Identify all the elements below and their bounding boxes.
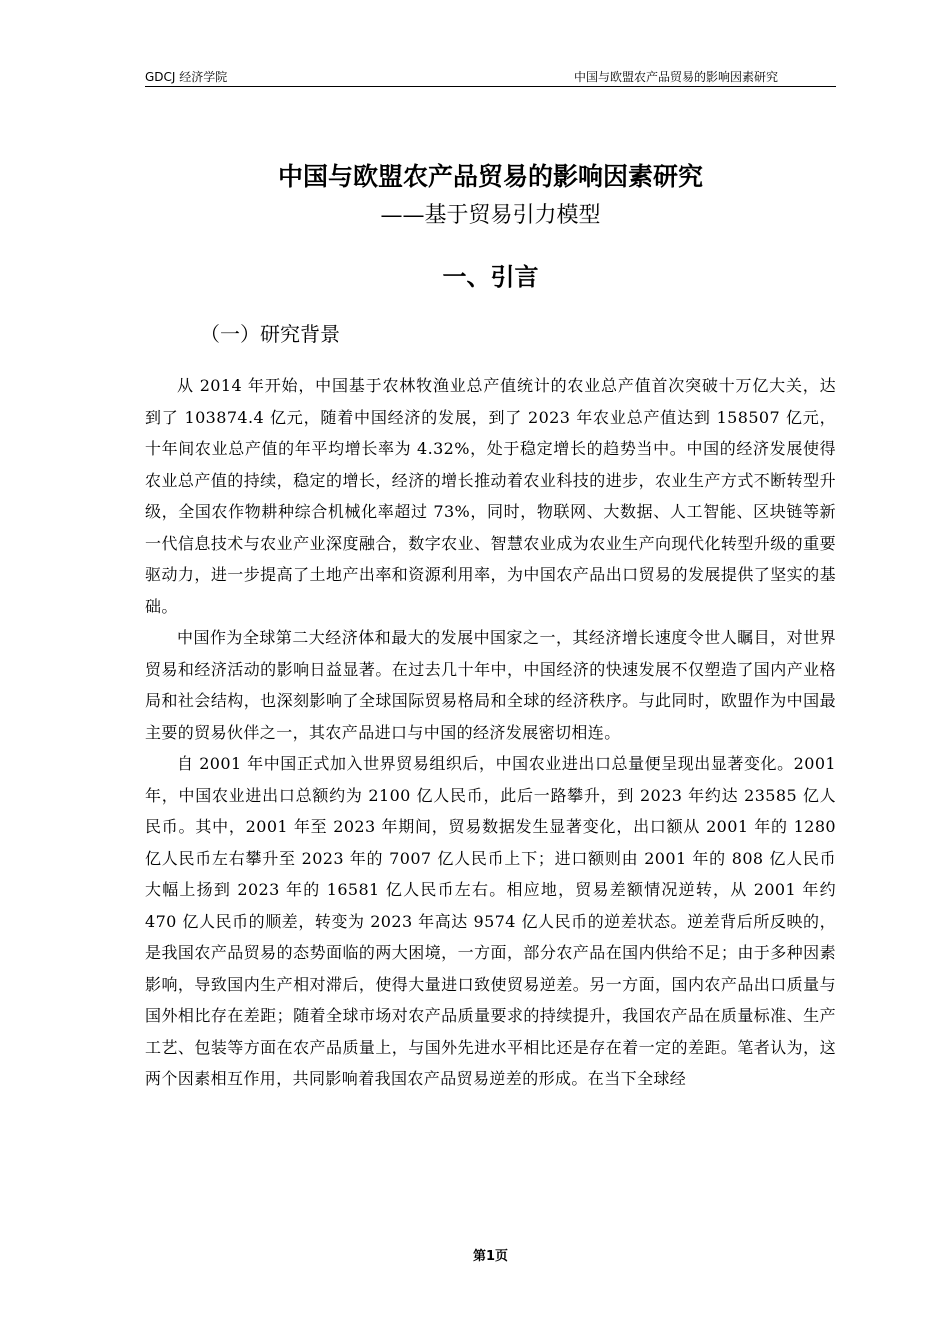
page-number: 第1页 [472,1249,509,1264]
section-heading: 一、引言 [442,263,539,291]
paragraph: 从 2014 年开始，中国基于农林牧渔业总产值统计的农业总产值首次突破十万亿大关，达到了 103874.4 亿元，随着中国经济的发展，到了 2023 年农业总产值达到 158507 亿元，十年间农业总产值的年平均增长率为 4.32%，处于稳定增长的趋势当中。中国的经济发展使得农业总产值的持续，稳定的增长，经济的增长推动着农业科技的进步，农业生产方式不断转型升级，全国农作物耕种综合机械化率超过 73%，同时，物联网、大数据、人工智能、区块链等新一代信息技术与农业产业深度融合，数字农业、智慧农业成为农业生产向现代化转型升级的重要驱动力，进一步提高了土地产出率和资源利用率，为中国农产品出口贸易的发展提供了坚实的基础。 [145,376,836,616]
paragraph: 中国作为全球第二大经济体和最大的发展中国家之一，其经济增长速度令世人瞩目，对世界贸易和经济活动的影响日益显著。在过去几十年中，中国经济的快速发展不仅塑造了国内产业格局和社会结构，也深刻影响了全球国际贸易格局和全球的经济秩序。与此同时，欧盟作为中国最主要的贸易伙伴之一，其农产品进口与中国的经济发展密切相连。 [145,628,836,742]
page-header [145,66,836,87]
document-subtitle: ——基于贸易引力模型 [380,203,601,228]
document-title: 中国与欧盟农产品贸易的影响因素研究 [277,162,703,191]
body-text [145,370,836,1095]
paragraph: 自 2001 年中国正式加入世界贸易组织后，中国农业进出口总量便呈现出显著变化。2001 年，中国农业进出口总额约为 2100 亿人民币，此后一路攀升，到 2023 年约达 23585 亿人民币。其中，2001 年至 2023 年期间，贸易数据发生显著变化，出口额从 2001 年的 1280 亿人民币左右攀升至 2023 年的 7007 亿人民币上下；进口额则由 2001 年的 808 亿人民币大幅上扬到 2023 年的 16581 亿人民币左右。相应地，贸易差额情况逆转，从 2001 年约 470 亿人民币的顺差，转变为 2023 年高达 9574 亿人民币的逆差状态。逆差背后所反映的，是我国农产品贸易的态势面临的两大困境，一方面，部分农产品在国内供给不足；由于多种因素影响，导致国内生产相对滞后，使得大量进口致使贸易逆差。另一方面，国内农产品出口质量与国外相比存在差距；随着全球市场对农产品质量要求的持续提升，我国农产品在质量标准、生产工艺、包装等方面在农产品质量上，与国外先进水平相比还是存在着一定的差距。笔者认为，这两个因素相互作用，共同影响着我国农产品贸易逆差的形成。在当下全球经 [145,754,836,1088]
subsection-heading: （一）研究背景 [200,322,340,346]
header-institution: GDCJ 经济学院 [145,70,228,84]
header-running-title: 中国与欧盟农产品贸易的影响因素研究 [573,70,778,84]
